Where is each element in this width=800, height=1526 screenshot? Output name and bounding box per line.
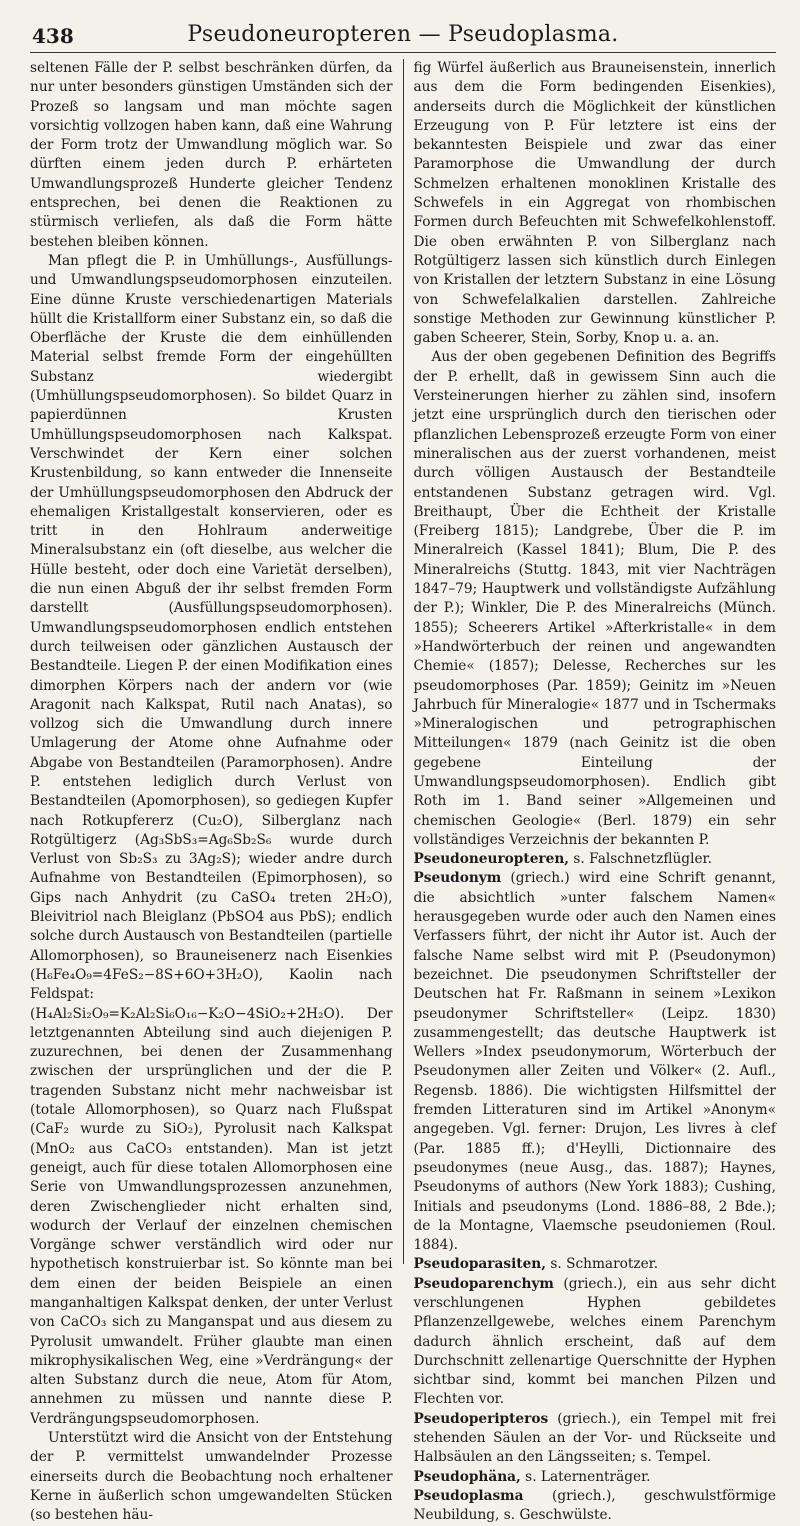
- right-column: [403, 59, 776, 1524]
- entry-headword: Pseudoneuropteren,: [413, 851, 570, 868]
- entry-text: (griech.), geschwulstförmige Neubildung, s. Geschwülste.: [413, 1487, 776, 1524]
- page-header: [30, 18, 776, 53]
- dictionary-entry: [413, 1275, 776, 1410]
- left-column: [30, 59, 403, 1524]
- two-column-body: [30, 59, 776, 1524]
- entry-headword: Pseudoplasma: [413, 1487, 524, 1504]
- dictionary-entry: [413, 1410, 776, 1468]
- paragraph: Aus der oben gegebenen Definition des Begriffs der P. erhellt, daß in gewissem Sinn auch die Versteinerungen hierher zu zählen sind, insofern jetzt eine ursprünglich durch den tierischen oder pflanzlichen Lebensprozeß erzeugte Form von einer mineralischen aus der zuerst vorhandenen, meist durch völligen Austausch der Bestandteile entstandenen Substanz getragen wird. Vgl. Breithaupt, Über die Echtheit der Kristalle (Freiberg 1815); Landgrebe, Über die P. im Mineralreich (Kassel 1841); Blum, Die P. des Mineralreichs (Stuttg. 1843, mit vier Nachträgen 1847–79; Hauptwerk und vollständigste Aufzählung der P.); Winkler, Die P. des Mineralreichs (Münch. 1855); Scheerers Artikel »Afterkristalle« in dem »Handwörterbuch der reinen und angewandten Chemie« (1857); Delesse, Recherches sur les pseudomorphoses (Par. 1859); Geinitz im »Neuen Jahrbuch für Mineralogie« 1877 und in Tschermaks »Mineralogischen und petrographischen Mitteilungen« 1879 (nach Geinitz ist die oben gegebene Einteilung der Umwandlungspseudomorphosen). Endlich gibt Roth im 1. Band seiner »Allgemeinen und chemischen Geologie« (Berl. 1879) ein sehr vollständiges Verzeichnis der bekannten P.: [413, 349, 776, 848]
- paragraph: fig Würfel äußerlich aus Brauneisenstein, innerlich aus dem die Form bedingenden Eisenkies), anderseits durch die Möglichkeit der künstlichen Erzeugung von P. Für letztere ist eins der bekanntesten Beispiele und zwar das einer Paramorphose die Umwandlung der durch Schmelzen erhaltenen monoklinen Kristalle des Schwefels in ein Aggregat von rhombischen Formen durch Befeuchten mit Schwefelkohlenstoff. Die oben erwähnten P. von Silberglanz nach Rotgültigerz lassen sich künstlich durch Einlegen von Kristallen der letztern Substanz in eine Lösung von Schwefelalkalien darstellen. Zahlreiche sonstige Methoden zur Gewinnung künstlicher P. gaben Scheerer, Stein, Sorby, Knop u. a. an.: [413, 60, 776, 347]
- entry-text: (griech.), ein aus sehr dicht verschlungenen Hyphen gebildetes Pflanzenzellgewebe, welches einem Parenchym dadurch ähnlich erscheint, daß auf dem Durchschnitt zellenartige Querschnitte der Hyphen sichtbar sind, kommt bei manchen Pilzen und Flechten vor.: [413, 1275, 776, 1408]
- dictionary-entry: [413, 1487, 776, 1526]
- entry-headword: Pseudoparenchym: [413, 1275, 554, 1292]
- entry-headword: Pseudoparasiten,: [413, 1256, 547, 1273]
- entry-text: (griech.) wird eine Schrift genannt, die absichtlich »unter falschem Namen« herausgegeben wurde oder auch den Namen eines Verfassers führt, der nicht ihr Autor ist. Auch der falsche Name selbst wird mit P. (Pseudonymon) bezeichnet. Die pseudonymen Schriftsteller der Deutschen hat Fr. Raßmann in seinem »Lexikon pseudonymer Schriftsteller« (Leipz. 1830) zusammengestellt; das deutsche Hauptwerk ist Wellers »Index pseudonymorum, Wörterbuch der Pseudonymen aller Zeiten und Völker« (2. Aufl., Regensb. 1886). Die wichtigsten Hilfsmittel der fremden Litteraturen sind im Artikel »Anonym« angegeben. Vgl. ferner: Drujon, Les livres à clef (Par. 1885 ff.); d'Heylli, Dictionnaire des pseudonymes (neue Ausg., das. 1887); Haynes, Pseudonyms of authors (New York 1883); Cushing, Initials and pseudonyms (Lond. 1886–88, 2 Bde.); de la Montagne, Vlaemsche pseudoniemen (Roul. 1884).: [413, 870, 776, 1254]
- entry-text: s. Schmarotzer.: [546, 1256, 659, 1273]
- entry-headword: Pseudonym: [413, 870, 502, 887]
- paragraph: Unterstützt wird die Ansicht von der Entstehung der P. vermittelst umwandelnder Prozesse einerseits durch die Beobachtung noch erhaltener Kerne in äußerlich schon umgewandelten Stücken (so bestehen häu-: [30, 1430, 393, 1524]
- dictionary-entry: [413, 850, 776, 869]
- entry-headword: Pseudoperipteros: [413, 1410, 549, 1427]
- paragraph: seltenen Fälle der P. selbst beschränken dürfen, da nur unter besonders günstigen Umständen sich der Prozeß so langsam und man möchte sagen vorsichtig vollzogen haben kann, daß eine Wahrung der Form trotz der Umwandlung möglich war. So dürften einem jeden durch P. erhärteten Umwandlungsprozeß Hunderte gleicher Tendenz entsprechen, bei denen die Reaktionen zu stürmisch verliefen, als daß die Form hätte bestehen bleiben können.: [30, 60, 393, 250]
- dictionary-entry: [413, 1468, 776, 1487]
- entry-text: s. Laternenträger.: [520, 1468, 651, 1485]
- entry-text: (griech.), ein Tempel mit frei stehenden Säulen an der Vor- und Rückseite und Halbsäulen an den Längsseiten; s. Tempel.: [413, 1410, 776, 1466]
- dictionary-entry: [413, 869, 776, 1255]
- entry-headword: Pseudophäna,: [413, 1468, 521, 1485]
- dictionary-entry: [413, 1255, 776, 1274]
- running-head: Pseudoneuropteren — Pseudoplasma.: [187, 22, 619, 47]
- paragraph: Man pflegt die P. in Umhüllungs-, Ausfüllungs- und Umwandlungspseudomorphosen einzuteilen. Eine dünne Kruste verschiedenartigen Materials hüllt die Kristallform einer Substanz ein, so daß die Oberfläche der Kruste die dem einhüllenden Material selbst fremde Form der eingehüllten Substanz wiedergibt (Umhüllungspseudomorphosen). So bildet Quarz in papierdünnen Krusten Umhüllungspseudomorphosen nach Kalkspat. Verschwindet der Kern einer solchen Krustenbildung, so kann entweder die Innenseite der Umhüllungspseudomorphosen den Abdruck der ehemaligen Kristallgestalt konservieren, oder es tritt in den Hohlraum anderweitige Mineralsubstanz ein (oft dieselbe, aus welcher die Hülle besteht, oder doch eine Varietät derselben), die nun einen Abguß der ihr selbst fremden Form darstellt (Ausfüllungspseudomorphosen). Umwandlungspseudomorphosen endlich entstehen durch teilweisen oder gänzlichen Austausch der Bestandteile. Liegen P. der einen Modifikation eines dimorphen Körpers nach der andern vor (wie Aragonit nach Kalkspat, Rutil nach Anatas), so vollzog sich die Umwandlung durch innere Umlagerung der Atome ohne Aufnahme oder Abgabe von Bestandteilen (Paramorphosen). Andre P. entstehen lediglich durch Verlust von Bestandteilen (Apomorphosen), so gediegen Kupfer nach Rotkupfererz (Cu₂O), Silberglanz nach Rotgültigerz (Ag₃SbS₃=Ag₆Sb₂S₆ wurde durch Verlust von Sb₂S₃ zu 3Ag₂S); wieder andre durch Aufnahme von Bestandteilen (Epimorphosen), so Gips nach Anhydrit (zu CaSO₄ treten 2H₂O), Bleivitriol nach Bleiglanz (PbSO4 aus PbS); endlich solche durch Austausch von Bestandteilen (partielle Allomorphosen), so Brauneisenerz nach Eisenkies (H₆Fe₄O₉=4FeS₂−8S+6O+3H₂O), Kaolin nach Feldspat: (H₄Al₂Si₂O₉=K₂Al₂Si₆O₁₆−K₂O−4SiO₂+2H₂O). Der letztgenannten Abteilung sind auch diejenigen P. zuzurechnen, bei denen der Zusammenhang zwischen der ursprünglichen und der die P. tragenden Substanz nicht mehr nachweisbar ist (totale Allomorphosen), so Quarz nach Flußspat (CaF₂ wurde zu SiO₂), Pyrolusit nach Kalkspat (MnO₂ aus CaCO₃ entstanden). Man ist jetzt geneigt, auch für diese totalen Allomorphosen eine Serie von Umwandlungsprozessen anzunehmen, deren Zwischenglieder nicht erhalten sind, wodurch der Verlauf der einzelnen chemischen Vorgänge schwer verständlich wird oder nur hypothetisch konstruierbar ist. So könnte man bei dem einen der beiden Beispiele an einen manganhaltigen Kalkspat denken, der unter Verlust von CaCO₃ sich zu Manganspat und aus diesem zu Pyrolusit umwandelt. Früher glaubte man einen mikrophysikalischen Weg, eine »Verdrängung« der alten Substanz durch die neue, Atom für Atom, annehmen zu müssen und nannte diese P. Verdrängungspseudomorphosen.: [30, 252, 393, 1427]
- entry-text: s. Falschnetzflügler.: [569, 851, 712, 868]
- page-number: 438: [32, 24, 74, 48]
